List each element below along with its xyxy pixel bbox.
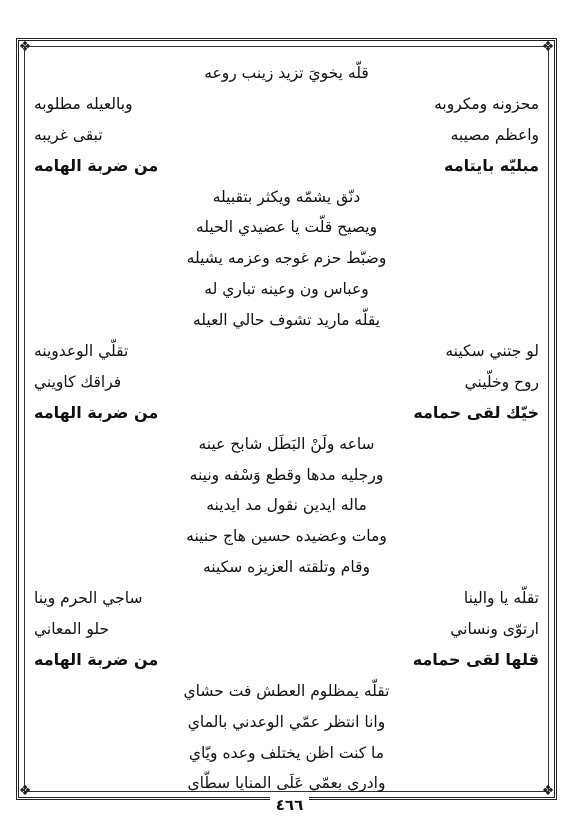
poem-line <box>34 460 539 491</box>
poem-line <box>34 243 539 274</box>
poem-line <box>34 89 539 120</box>
hemistich-second: وبالعيله مطلوبه <box>34 94 133 113</box>
poem-line <box>34 768 539 799</box>
hemistich-second: من ضربة الهامه <box>34 402 159 422</box>
hemistich-first: لو جتني سكينه <box>445 342 539 361</box>
page-number-text: ٤٦٦ <box>270 796 309 814</box>
poem-line <box>34 429 539 460</box>
poem-line-text: وانا انتظر عمّي الوعدني بالماي <box>187 712 386 731</box>
page-number <box>0 796 579 814</box>
poem-line-text: تقلّه يمظلوم العطش فت حشاي <box>183 681 390 700</box>
hemistich-first: مبليّه بايتامه <box>444 155 539 175</box>
poem-line-text: وادري بعمّي عَلَى المنايا سطّاي <box>187 774 386 793</box>
hemistich-first: قلها لقى حمامه <box>412 649 539 669</box>
refrain-line <box>34 645 539 676</box>
poem-line <box>34 707 539 738</box>
poem-body <box>34 58 539 799</box>
poem-line <box>34 614 539 645</box>
corner-ornament-icon: ❖ <box>18 39 32 55</box>
poem-line-text: قلّه يخويَ تزيد زينب روعه <box>204 64 369 82</box>
hemistich-second: من ضربة الهامه <box>34 155 159 175</box>
poem-line <box>34 58 539 89</box>
refrain-line <box>34 151 539 182</box>
corner-ornament-icon: ❖ <box>18 783 32 799</box>
poem-line <box>34 521 539 552</box>
poem-line-text: ومات وعضيده حسين هاج حنينه <box>186 527 387 546</box>
poem-line <box>34 490 539 521</box>
poem-line-text: يقلّه ماريد تشوف حالي العيله <box>192 311 381 330</box>
poem-line <box>34 738 539 769</box>
poem-line-text: وضبّط حزم غوجه وعزمه يشيله <box>186 249 387 268</box>
poem-line <box>34 367 539 398</box>
hemistich-second: تبقى غريبه <box>34 125 103 144</box>
hemistich-second: حلو المعاني <box>34 620 110 639</box>
hemistich-first: خيّك لقى حمامه <box>413 402 539 422</box>
poem-line-text: دنّق يشمّه ويكثر بتقبيله <box>212 187 361 206</box>
refrain-line <box>34 398 539 429</box>
hemistich-first: روح وخلّيني <box>464 372 539 391</box>
corner-ornament-icon: ❖ <box>541 783 555 799</box>
poem-line <box>34 552 539 583</box>
poem-line <box>34 212 539 243</box>
hemistich-second: ساجي الحرم وينا <box>34 589 143 608</box>
poem-line-text: ويصيح قلّت يا عضيدي الحيله <box>195 218 378 237</box>
hemistich-first: تقلّه يا والينا <box>463 589 539 608</box>
poem-line <box>34 676 539 707</box>
poem-line <box>34 336 539 367</box>
corner-ornament-icon: ❖ <box>541 39 555 55</box>
hemistich-second: تقلّي الوعدوينه <box>34 342 129 361</box>
poem-line-text: ما كنت اظن يختلف وعده ويّاي <box>188 743 385 762</box>
poem-line-text: ساعه ولَنْ البَطَل شابح عينه <box>198 434 375 453</box>
hemistich-first: محزونه ومكروبه <box>434 94 539 113</box>
hemistich-first: واعظم مصيبه <box>450 125 539 144</box>
poem-line <box>34 305 539 336</box>
hemistich-first: ارتوّى ونساني <box>450 620 539 639</box>
poem-line-text: ورجليه مدها وقطع وَسْفه ونينه <box>189 465 384 484</box>
hemistich-second: من ضربة الهامه <box>34 649 159 669</box>
poem-line <box>34 120 539 151</box>
poem-line-text: وقام وتلقته العزيزه سكينه <box>202 558 370 577</box>
poem-line-text: وعباس ون وعينه تباري له <box>204 280 369 299</box>
poem-line <box>34 583 539 614</box>
poem-line <box>34 182 539 213</box>
poem-line <box>34 274 539 305</box>
poem-line-text: ماله ايدين نقول مد ايدينه <box>206 496 367 515</box>
hemistich-second: فراقك كاويني <box>34 372 122 391</box>
